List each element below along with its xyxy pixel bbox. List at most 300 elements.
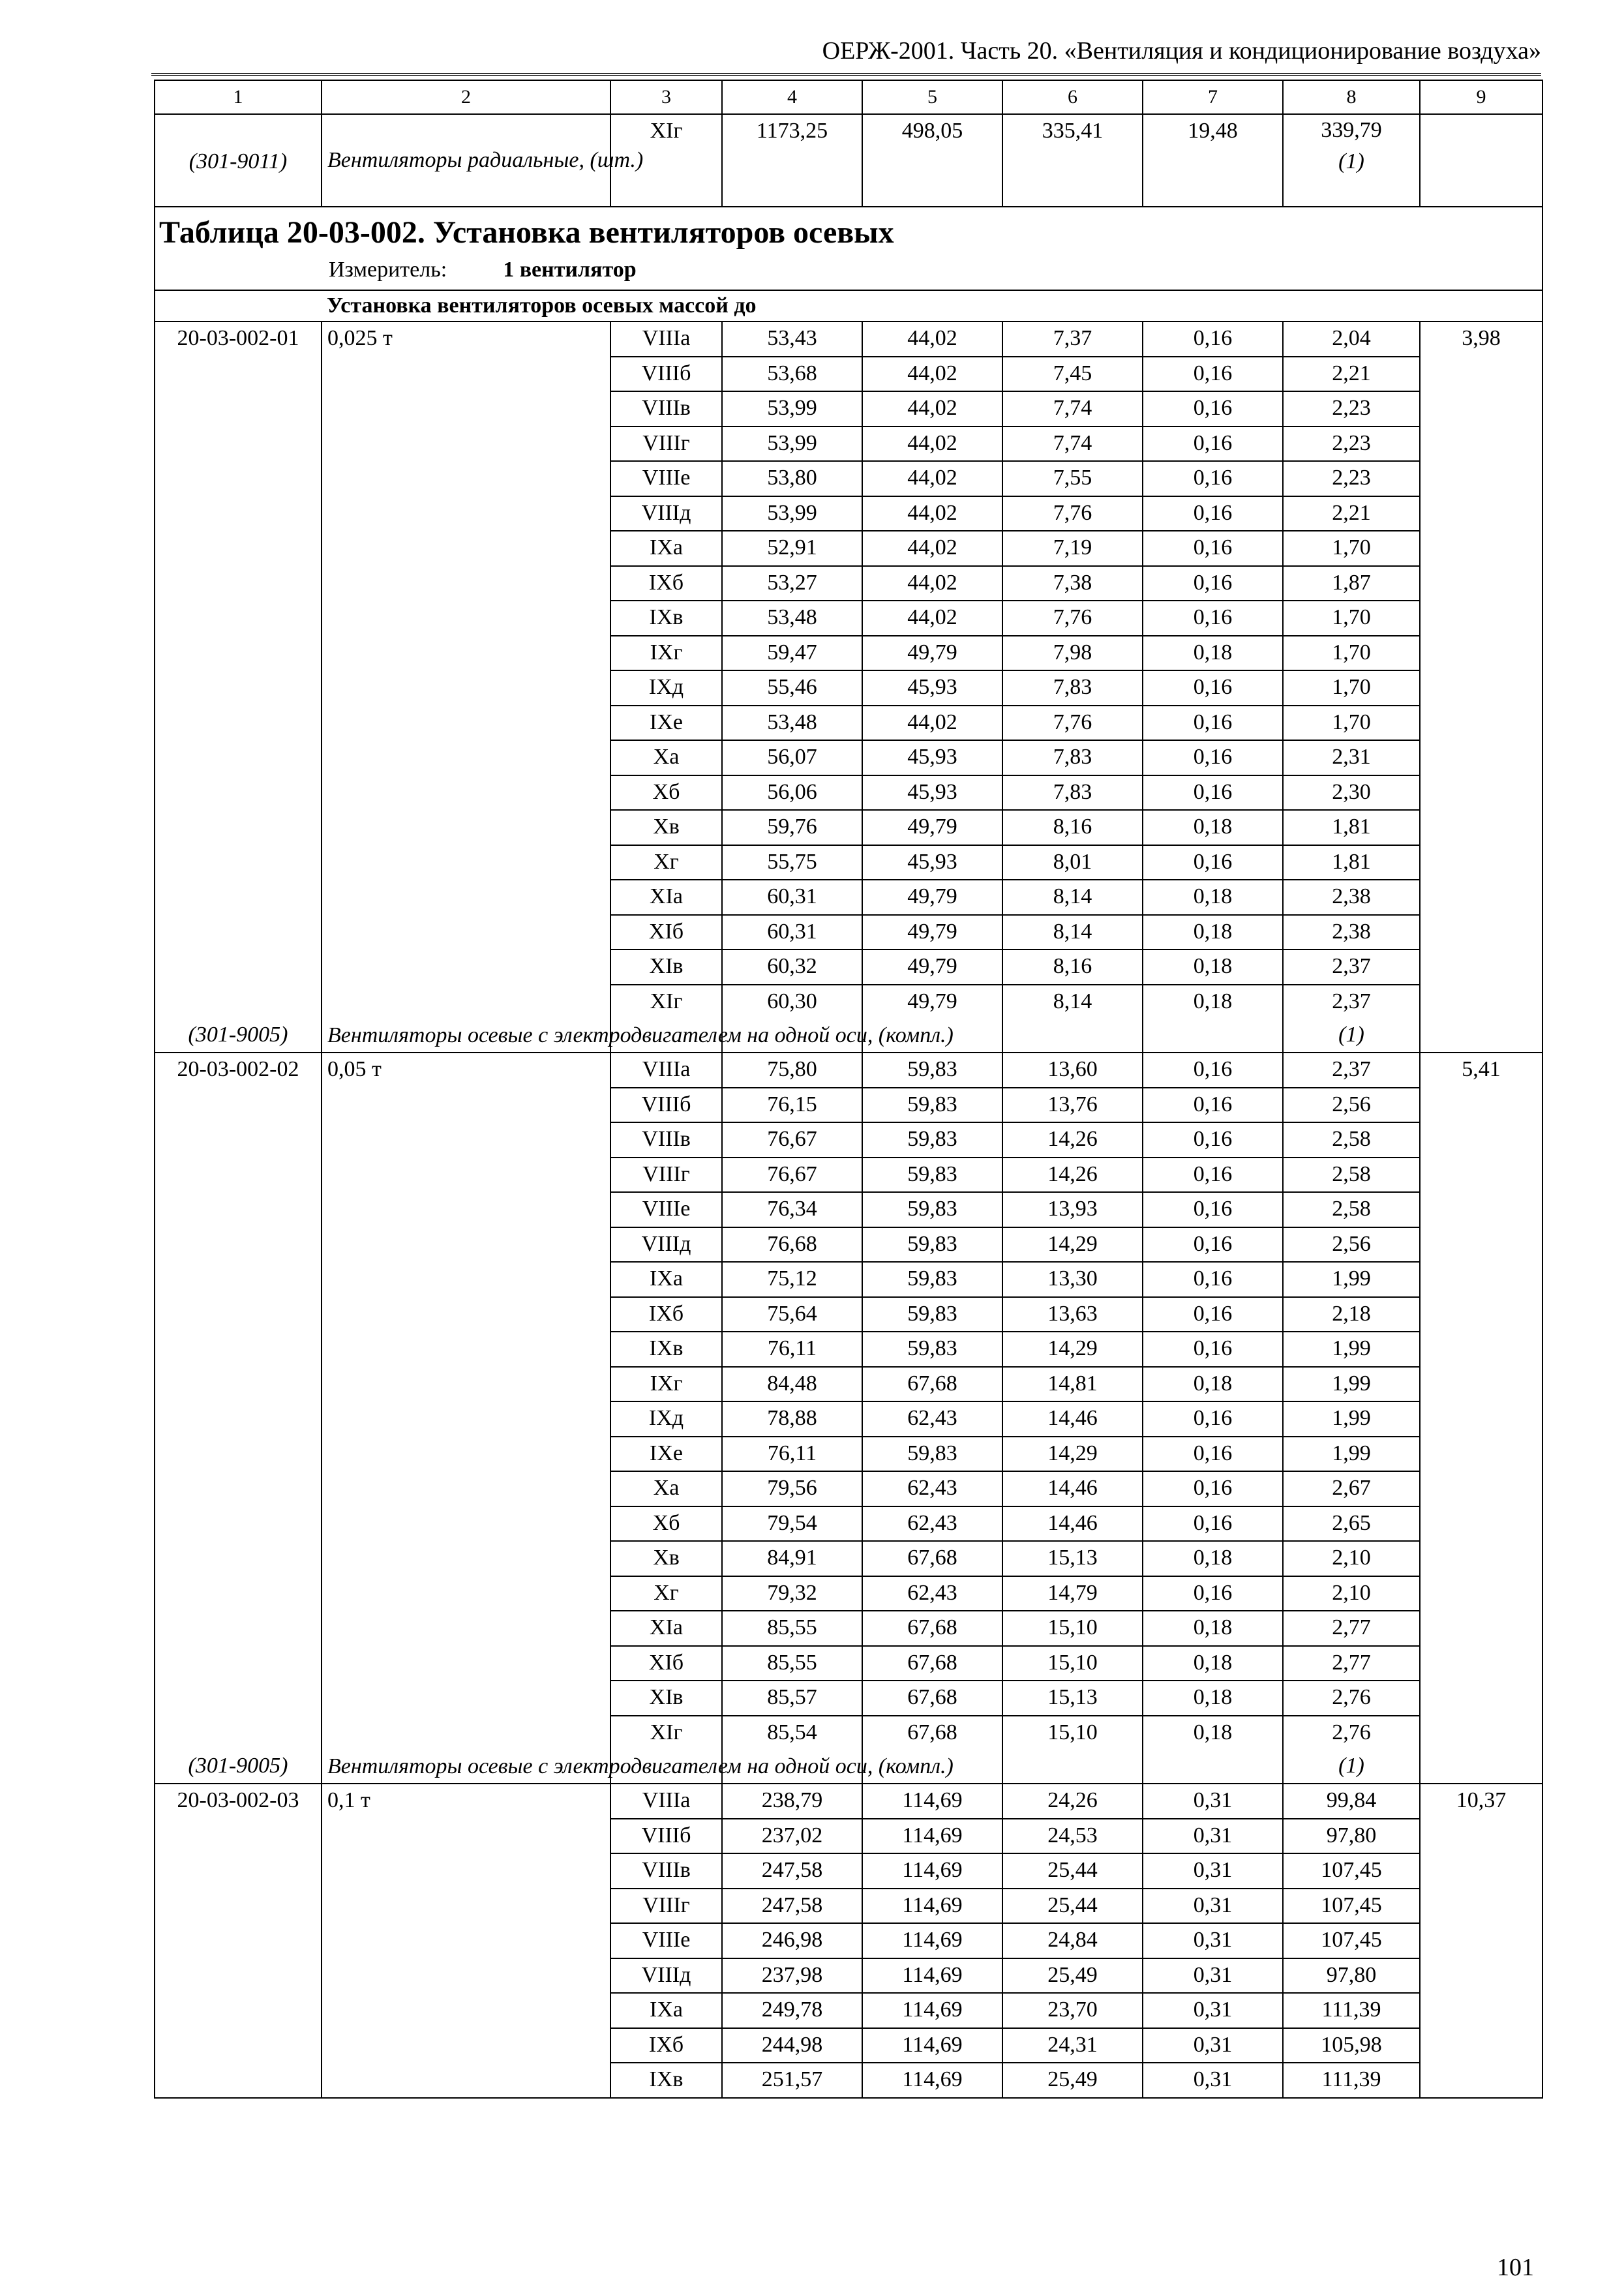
value-cell: 0,16 <box>1143 1471 1283 1506</box>
value-cell: 13,76 <box>1002 1088 1143 1123</box>
value-cell: 60,32 <box>722 950 862 985</box>
table-row <box>155 1784 1542 1819</box>
value-cell: 7,76 <box>1002 706 1143 741</box>
value-cell: 1173,25 <box>722 114 862 207</box>
zone-cell: IXв <box>610 1332 722 1367</box>
value-cell: 0,31 <box>1143 1889 1283 1924</box>
table-title-row <box>155 207 1542 290</box>
value-cell: 59,83 <box>862 1437 1002 1472</box>
value-cell: 15,13 <box>1002 1681 1143 1716</box>
value-cell: 114,69 <box>862 1819 1002 1854</box>
zone-cell: VIIIв <box>610 1122 722 1158</box>
value-cell: 53,48 <box>722 601 862 636</box>
table-title: Таблица 20-03-002. Установка вентиляторов осевых <box>159 215 894 250</box>
value-cell: 0,16 <box>1143 1053 1283 1088</box>
value-cell: 0,31 <box>1143 1853 1283 1889</box>
value-cell: 23,70 <box>1002 1993 1143 2028</box>
zone-cell: IXа <box>610 1262 722 1297</box>
value-cell: 0,16 <box>1143 706 1283 741</box>
value-cell: 15,10 <box>1002 1611 1143 1646</box>
value-cell: 8,01 <box>1002 845 1143 880</box>
value-cell: 7,83 <box>1002 670 1143 706</box>
zone-cell: IXг <box>610 636 722 671</box>
value-cell: 13,60 <box>1002 1053 1143 1088</box>
value-cell: 2,23 <box>1283 426 1420 462</box>
zone-cell: VIIIд <box>610 496 722 531</box>
value-cell: 53,99 <box>722 426 862 462</box>
norm-code: 20-03-002-02 <box>155 1053 322 1750</box>
value-cell: 0,18 <box>1143 1716 1283 1751</box>
value-cell: 2,56 <box>1283 1088 1420 1123</box>
value-cell: 1,70 <box>1283 531 1420 566</box>
zone-cell: IXб <box>610 2028 722 2063</box>
zone-cell: VIIIг <box>610 426 722 462</box>
value-cell: 59,83 <box>862 1122 1002 1158</box>
value-cell: 2,37 <box>1283 950 1420 985</box>
value-cell: 44,02 <box>862 322 1002 357</box>
value-cell: 53,48 <box>722 706 862 741</box>
value-cell: 45,93 <box>862 740 1002 775</box>
empty-cell <box>1002 1019 1143 1053</box>
value-cell: 78,88 <box>722 1401 862 1437</box>
value-cell: 0,16 <box>1143 775 1283 811</box>
zone-cell: XIв <box>610 1681 722 1716</box>
value-cell: 2,21 <box>1283 496 1420 531</box>
header-rule <box>151 73 1541 78</box>
value-cell: 2,18 <box>1283 1297 1420 1332</box>
value-cell: 49,79 <box>862 985 1002 1020</box>
value-cell: 15,10 <box>1002 1716 1143 1751</box>
value-cell: 105,98 <box>1283 2028 1420 2063</box>
value-cell: 53,68 <box>722 357 862 392</box>
value-cell: 44,02 <box>862 601 1002 636</box>
value-cell: 0,18 <box>1143 636 1283 671</box>
col-num: 8 <box>1283 80 1420 114</box>
value-cell: 53,99 <box>722 496 862 531</box>
value-cell: 7,76 <box>1002 496 1143 531</box>
value-cell: 45,93 <box>862 670 1002 706</box>
norm-name: 0,05 т <box>322 1053 610 1750</box>
zone-cell: XIг <box>610 985 722 1020</box>
value-cell: 1,70 <box>1283 670 1420 706</box>
value-cell: 0,31 <box>1143 1819 1283 1854</box>
zone-cell: XIг <box>610 1716 722 1751</box>
value-cell: 14,26 <box>1002 1122 1143 1158</box>
value-cell: 2,23 <box>1283 461 1420 496</box>
value-cell: 24,26 <box>1002 1784 1143 1819</box>
value-cell: 55,75 <box>722 845 862 880</box>
title-cell <box>155 207 1542 290</box>
value-cell: 0,18 <box>1143 1681 1283 1716</box>
value-cell: 2,21 <box>1283 357 1420 392</box>
col-num: 5 <box>862 80 1002 114</box>
value-cell: 1,99 <box>1283 1401 1420 1437</box>
value-cell: 53,43 <box>722 322 862 357</box>
value-cell: 0,16 <box>1143 531 1283 566</box>
value-cell: 7,37 <box>1002 322 1143 357</box>
value-cell: 7,19 <box>1002 531 1143 566</box>
subheading-row <box>155 290 1542 322</box>
resource-row <box>155 1019 1542 1053</box>
top-block-row <box>155 114 1542 207</box>
value-cell: 79,54 <box>722 1506 862 1542</box>
empty-cell <box>1143 1750 1283 1784</box>
zone-cell: VIIIе <box>610 1192 722 1227</box>
zone-cell: IXе <box>610 706 722 741</box>
value-cell: 59,83 <box>862 1297 1002 1332</box>
value-cell: 251,57 <box>722 2063 862 2098</box>
value-cell: 2,58 <box>1283 1122 1420 1158</box>
norm-code: 20-03-002-03 <box>155 1784 322 2098</box>
resource-name: Вентиляторы радиальные, (шт.) <box>322 114 610 207</box>
value-cell: 76,11 <box>722 1437 862 1472</box>
value-cell: 1,70 <box>1283 706 1420 741</box>
value-cell: 111,39 <box>1283 1993 1420 2028</box>
value-cell: 76,11 <box>722 1332 862 1367</box>
value-cell: 0,18 <box>1143 950 1283 985</box>
value-cell: 53,80 <box>722 461 862 496</box>
resource-qty: (1) <box>1283 1019 1420 1053</box>
value-cell: 7,45 <box>1002 357 1143 392</box>
value-cell: 2,58 <box>1283 1192 1420 1227</box>
zone-cell: VIIIб <box>610 357 722 392</box>
table-row <box>155 1053 1542 1088</box>
value-cell: 1,99 <box>1283 1367 1420 1402</box>
value-cell: 44,02 <box>862 566 1002 601</box>
value-cell: 44,02 <box>862 461 1002 496</box>
value-cell: 60,31 <box>722 880 862 915</box>
zone-cell: IXа <box>610 531 722 566</box>
zone-cell: Xг <box>610 1576 722 1611</box>
table-row <box>155 322 1542 357</box>
value-cell: 0,16 <box>1143 845 1283 880</box>
value-cell: 7,38 <box>1002 566 1143 601</box>
value-cell: 49,79 <box>862 915 1002 950</box>
value-cell: 62,43 <box>862 1401 1002 1437</box>
resource-row <box>155 1750 1542 1784</box>
value-cell: 114,69 <box>862 1889 1002 1924</box>
value-cell: 60,30 <box>722 985 862 1020</box>
value-cell: 2,76 <box>1283 1681 1420 1716</box>
value-cell: 60,31 <box>722 915 862 950</box>
value-cell: 0,16 <box>1143 1262 1283 1297</box>
zone-cell: VIIIа <box>610 1784 722 1819</box>
value-cell: 1,70 <box>1283 601 1420 636</box>
value-cell: 59,47 <box>722 636 862 671</box>
value-cell: 2,76 <box>1283 1716 1420 1751</box>
value-cell: 14,29 <box>1002 1227 1143 1263</box>
value-cell: 24,31 <box>1002 2028 1143 2063</box>
value-cell: 19,48 <box>1143 114 1283 207</box>
zone-cell: VIIIв <box>610 391 722 426</box>
value-cell: 7,74 <box>1002 391 1143 426</box>
value-cell: 2,10 <box>1283 1541 1420 1576</box>
value-cell: 2,37 <box>1283 985 1420 1020</box>
column-number-row <box>155 80 1542 114</box>
value-cell: 25,49 <box>1002 1958 1143 1994</box>
value-cell: 1,81 <box>1283 845 1420 880</box>
zone-cell: Xб <box>610 1506 722 1542</box>
zone-cell: VIIIд <box>610 1958 722 1994</box>
value-cell: 114,69 <box>862 2063 1002 2098</box>
zone-cell: IXв <box>610 2063 722 2098</box>
value-cell: 25,44 <box>1002 1889 1143 1924</box>
value-cell: 0,16 <box>1143 1192 1283 1227</box>
value-cell: 498,05 <box>862 114 1002 207</box>
value-cell: 67,68 <box>862 1681 1002 1716</box>
value-cell: 15,10 <box>1002 1646 1143 1681</box>
value-cell: 0,16 <box>1143 461 1283 496</box>
value-cell: 76,34 <box>722 1192 862 1227</box>
value-cell: 111,39 <box>1283 2063 1420 2098</box>
value-cell: 67,68 <box>862 1367 1002 1402</box>
value-cell: 25,44 <box>1002 1853 1143 1889</box>
value-cell: 99,84 <box>1283 1784 1420 1819</box>
col-num: 3 <box>610 80 722 114</box>
value-cell: 75,12 <box>722 1262 862 1297</box>
resource-name: Вентиляторы осевые с электродвигателем на одной оси, (компл.) <box>322 1019 610 1053</box>
value-cell: 114,69 <box>862 1784 1002 1819</box>
value-cell: 7,74 <box>1002 426 1143 462</box>
zone-cell: IXд <box>610 670 722 706</box>
value-cell: 1,70 <box>1283 636 1420 671</box>
value-cell: 76,67 <box>722 1158 862 1193</box>
value-cell: 114,69 <box>862 1923 1002 1958</box>
value-cell: 55,46 <box>722 670 862 706</box>
zone-cell: XIб <box>610 1646 722 1681</box>
value-cell: 49,79 <box>862 950 1002 985</box>
value-cell: 84,48 <box>722 1367 862 1402</box>
value-cell: 67,68 <box>862 1611 1002 1646</box>
value-cell: 0,16 <box>1143 566 1283 601</box>
value-cell: 238,79 <box>722 1784 862 1819</box>
value-cell: 249,78 <box>722 1993 862 2028</box>
zone-cell: VIIIб <box>610 1088 722 1123</box>
zone-cell: Xб <box>610 775 722 811</box>
zone-cell: Xа <box>610 740 722 775</box>
value-cell: 59,83 <box>862 1088 1002 1123</box>
value-cell: 0,16 <box>1143 1506 1283 1542</box>
value-cell: 8,14 <box>1002 985 1143 1020</box>
value-cell: 2,77 <box>1283 1611 1420 1646</box>
value-cell: 8,16 <box>1002 950 1143 985</box>
value-cell: 114,69 <box>862 1958 1002 1994</box>
empty-cell <box>1420 114 1542 207</box>
value-cell: 0,16 <box>1143 1437 1283 1472</box>
value-cell: 85,55 <box>722 1611 862 1646</box>
empty-cell <box>1143 1019 1283 1053</box>
value-cell: 59,83 <box>862 1227 1002 1263</box>
norms-table <box>154 80 1543 2099</box>
value-cell: 44,02 <box>862 426 1002 462</box>
value-cell: 1,87 <box>1283 566 1420 601</box>
value-cell: 0,16 <box>1143 426 1283 462</box>
value-cell: 0,16 <box>1143 1401 1283 1437</box>
norm-name: 0,025 т <box>322 322 610 1019</box>
value-cell: 0,18 <box>1143 880 1283 915</box>
value-cell: 44,02 <box>862 391 1002 426</box>
value-cell: 7,76 <box>1002 601 1143 636</box>
zone-cell: XIв <box>610 950 722 985</box>
value-cell: 24,84 <box>1002 1923 1143 1958</box>
value-cell: 76,67 <box>722 1122 862 1158</box>
value-cell: 2,38 <box>1283 880 1420 915</box>
value-cell: 62,43 <box>862 1506 1002 1542</box>
value-cell: 49,79 <box>862 880 1002 915</box>
value-cell: 7,83 <box>1002 775 1143 811</box>
value-cell: 56,06 <box>722 775 862 811</box>
zone-cell: VIIIа <box>610 1053 722 1088</box>
zone-cell: IXе <box>610 1437 722 1472</box>
value-cell: 14,29 <box>1002 1332 1143 1367</box>
value-cell: 59,83 <box>862 1262 1002 1297</box>
zone-cell: VIIIа <box>610 322 722 357</box>
measurer-value: 1 вентилятор <box>503 258 637 282</box>
value-cell: 14,46 <box>1002 1471 1143 1506</box>
value-cell: 13,93 <box>1002 1192 1143 1227</box>
value-cell: 0,31 <box>1143 1784 1283 1819</box>
zone-cell: XIа <box>610 880 722 915</box>
running-header: ОЕРЖ-2001. Часть 20. «Вентиляция и кондиционирование воздуха» <box>822 37 1541 65</box>
value-cell: 0,16 <box>1143 322 1283 357</box>
value-cell: 247,58 <box>722 1889 862 1924</box>
value-cell: 2,58 <box>1283 1158 1420 1193</box>
value-cell: 114,69 <box>862 1993 1002 2028</box>
resource-code: (301-9011) <box>155 114 322 207</box>
value-cell: 62,43 <box>862 1471 1002 1506</box>
value-cell: 85,55 <box>722 1646 862 1681</box>
value-cell: 59,83 <box>862 1332 1002 1367</box>
value-cell: 0,18 <box>1143 1367 1283 1402</box>
value-cell: 53,99 <box>722 391 862 426</box>
value-cell: 1,81 <box>1283 810 1420 845</box>
value-cell: 0,18 <box>1143 915 1283 950</box>
value-cell: 75,64 <box>722 1297 862 1332</box>
value-cell: 0,16 <box>1143 1576 1283 1611</box>
col-num: 7 <box>1143 80 1283 114</box>
value-cell: 339,79 (1) <box>1283 114 1420 207</box>
value-cell: 335,41 <box>1002 114 1143 207</box>
col-num: 1 <box>155 80 322 114</box>
value-cell: 114,69 <box>862 1853 1002 1889</box>
value-cell: 7,83 <box>1002 740 1143 775</box>
value-cell: 247,58 <box>722 1853 862 1889</box>
zone-cell: IXа <box>610 1993 722 2028</box>
value-cell: 14,46 <box>1002 1506 1143 1542</box>
value-cell: 1,99 <box>1283 1332 1420 1367</box>
resource-code: (301-9005) <box>155 1750 322 1784</box>
value-cell: 237,98 <box>722 1958 862 1994</box>
value-cell: 0,16 <box>1143 1332 1283 1367</box>
empty-cell <box>155 290 322 322</box>
norm-code: 20-03-002-01 <box>155 322 322 1019</box>
value-cell: 244,98 <box>722 2028 862 2063</box>
zone-cell: Xа <box>610 1471 722 1506</box>
value-cell: 2,37 <box>1283 1053 1420 1088</box>
value-cell: 0,16 <box>1143 601 1283 636</box>
zone-cell: VIIIе <box>610 1923 722 1958</box>
value-cell: 107,45 <box>1283 1853 1420 1889</box>
value-cell: 24,53 <box>1002 1819 1143 1854</box>
value-cell: 0,16 <box>1143 496 1283 531</box>
value-cell: 7,98 <box>1002 636 1143 671</box>
norm-name: 0,1 т <box>322 1784 610 2098</box>
col-num: 2 <box>322 80 610 114</box>
value-cell: 0,16 <box>1143 1122 1283 1158</box>
value-cell: 0,31 <box>1143 1958 1283 1994</box>
zone-cell: XIг <box>610 114 722 207</box>
value-cell: 2,65 <box>1283 1506 1420 1542</box>
value-cell: 107,45 <box>1283 1923 1420 1958</box>
value-cell: 0,16 <box>1143 1297 1283 1332</box>
value-cell: 0,16 <box>1143 670 1283 706</box>
measurer-label: Измеритель: <box>329 258 447 282</box>
zone-cell: IXв <box>610 601 722 636</box>
value-cell: 13,63 <box>1002 1297 1143 1332</box>
subheading: Установка вентиляторов осевых массой до <box>322 290 1542 322</box>
zone-cell: IXг <box>610 1367 722 1402</box>
value-cell: 8,16 <box>1002 810 1143 845</box>
zone-cell: VIIIд <box>610 1227 722 1263</box>
zone-cell: Xв <box>610 810 722 845</box>
value-cell: 0,16 <box>1143 1227 1283 1263</box>
value-cell: 2,38 <box>1283 915 1420 950</box>
value-cell: 246,98 <box>722 1923 862 1958</box>
value-cell: 14,46 <box>1002 1401 1143 1437</box>
value-cell: 0,16 <box>1143 740 1283 775</box>
value-cell: 76,15 <box>722 1088 862 1123</box>
value-cell: 25,49 <box>1002 2063 1143 2098</box>
value-cell: 52,91 <box>722 531 862 566</box>
col9-value: 10,37 <box>1420 1784 1542 2098</box>
value-cell: 79,56 <box>722 1471 862 1506</box>
zone-cell: XIа <box>610 1611 722 1646</box>
value-cell: 0,31 <box>1143 2063 1283 2098</box>
page-number: 101 <box>1497 2254 1534 2281</box>
resource-qty: (1) <box>1283 1750 1420 1784</box>
value-cell: 14,79 <box>1002 1576 1143 1611</box>
measurer <box>155 254 1542 290</box>
zone-cell: VIIIг <box>610 1158 722 1193</box>
value-cell: 14,26 <box>1002 1158 1143 1193</box>
value-cell: 67,68 <box>862 1716 1002 1751</box>
value-cell: 2,67 <box>1283 1471 1420 1506</box>
col-num: 4 <box>722 80 862 114</box>
zone-cell: IXб <box>610 566 722 601</box>
col9-value: 5,41 <box>1420 1053 1542 1784</box>
zone-cell: VIIIв <box>610 1853 722 1889</box>
value-cell: 44,02 <box>862 706 1002 741</box>
value-cell: 44,02 <box>862 531 1002 566</box>
value-cell: 8,14 <box>1002 880 1143 915</box>
value-cell: 97,80 <box>1283 1958 1420 1994</box>
value-cell: 15,13 <box>1002 1541 1143 1576</box>
value-cell: 59,83 <box>862 1158 1002 1193</box>
value-cell: 0,16 <box>1143 1088 1283 1123</box>
value-cell: 44,02 <box>862 496 1002 531</box>
value-cell: 7,55 <box>1002 461 1143 496</box>
zone-cell: Xв <box>610 1541 722 1576</box>
value-cell: 2,10 <box>1283 1576 1420 1611</box>
col-num: 6 <box>1002 80 1143 114</box>
zone-cell: VIIIб <box>610 1819 722 1854</box>
value-cell: 97,80 <box>1283 1819 1420 1854</box>
value-cell: 0,31 <box>1143 2028 1283 2063</box>
value-cell: 53,27 <box>722 566 862 601</box>
value-cell: 0,16 <box>1143 391 1283 426</box>
zone-cell: VIIIе <box>610 461 722 496</box>
resource-code: (301-9005) <box>155 1019 322 1053</box>
